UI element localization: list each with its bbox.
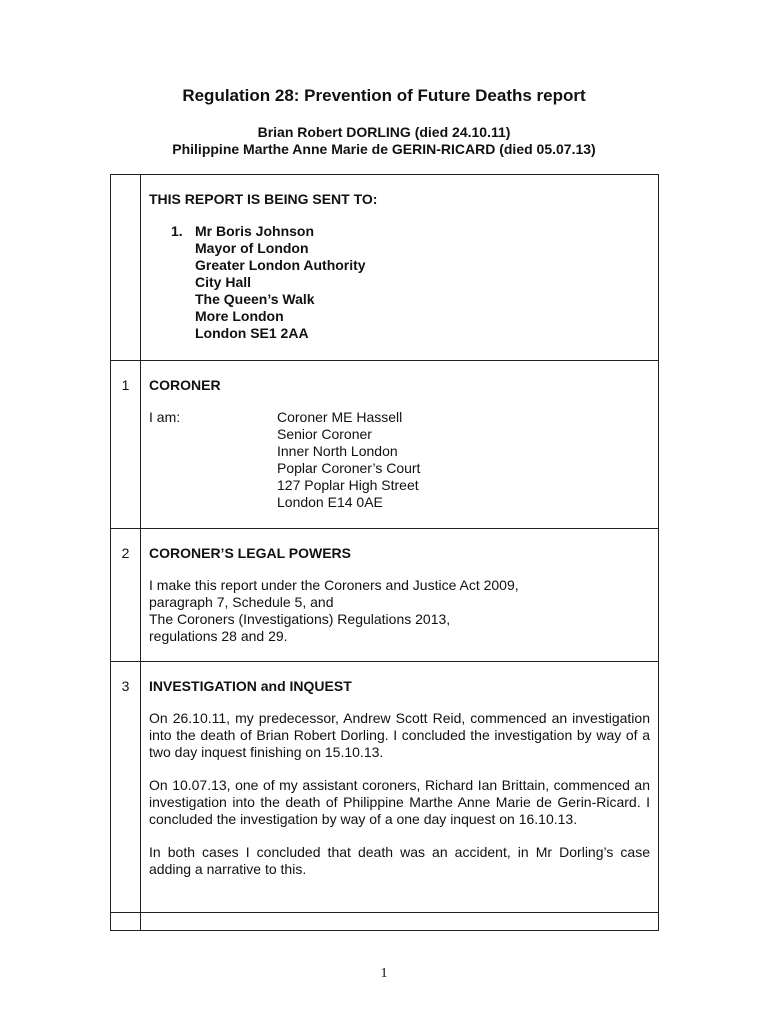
coroner-line: Coroner ME Hassell — [277, 409, 403, 425]
row-number-cell — [111, 361, 141, 529]
coroner-address — [277, 409, 420, 511]
row-number-cell — [111, 662, 141, 913]
empty-cell — [141, 913, 659, 931]
deceased-name-1: Brian Robert DORLING (died 24.10.11) — [257, 124, 511, 140]
row-number-cell — [111, 529, 141, 662]
section-number: 3 — [121, 678, 130, 694]
paragraph: In both cases I concluded that death was an accident, in Mr Dorling’s case adding a narrative to this. — [149, 844, 650, 877]
coroner-details — [149, 409, 650, 511]
paragraph: On 10.07.13, one of my assistant coroners, Richard Ian Brittain, commenced an investigation into the death of Philippine Marthe Anne Marie de Gerin-Ricard. I concluded the investigation by way of a one day inquest on 16.10.13. — [149, 777, 650, 827]
address-line: The Queen’s Walk — [195, 291, 315, 307]
sent-to-cell — [141, 175, 659, 361]
section-heading: CORONER’S LEGAL POWERS — [149, 545, 351, 561]
table-row — [111, 175, 659, 361]
row-number-cell — [111, 175, 141, 361]
legal-powers-text — [149, 577, 650, 645]
page-number: 1 — [380, 966, 388, 981]
paragraph: On 26.10.11, my predecessor, Andrew Scott Reid, commenced an investigation into the death of Brian Robert Dorling. I concluded the investigation by way of a two day inquest finishing on 15.10.13. — [149, 710, 650, 760]
report-table — [110, 174, 659, 931]
coroner-cell — [141, 361, 659, 529]
deceased-name-2: Philippine Marthe Anne Marie de GERIN-RICARD (died 05.07.13) — [172, 141, 596, 157]
address-line: Greater London Authority — [195, 257, 366, 273]
sent-to-heading: THIS REPORT IS BEING SENT TO: — [149, 191, 378, 207]
coroner-line: Inner North London — [277, 443, 398, 459]
recipient-address — [171, 223, 650, 342]
coroner-line: Poplar Coroner’s Court — [277, 460, 421, 476]
table-row — [111, 529, 659, 662]
address-line: London SE1 2AA — [195, 325, 309, 341]
page-title: Regulation 28: Prevention of Future Deaths report — [182, 86, 586, 105]
investigation-cell — [141, 662, 659, 913]
address-line: Mr Boris Johnson — [195, 223, 315, 239]
coroner-line: 127 Poplar High Street — [277, 477, 419, 493]
legal-powers-cell — [141, 529, 659, 662]
address-line: More London — [195, 308, 284, 324]
row-number-cell — [111, 913, 141, 931]
recipient-number: 1. — [171, 223, 183, 239]
address-line: City Hall — [195, 274, 252, 290]
coroner-line: London E14 0AE — [277, 494, 383, 510]
coroner-line: Senior Coroner — [277, 426, 372, 442]
section-heading: INVESTIGATION and INQUEST — [149, 678, 352, 694]
section-number: 1 — [121, 377, 130, 393]
text-line: The Coroners (Investigations) Regulations 2013, — [149, 611, 451, 627]
address-line: Mayor of London — [195, 240, 309, 256]
section-number: 2 — [121, 545, 130, 561]
text-line: I make this report under the Coroners and Justice Act 2009, — [149, 577, 519, 593]
table-row — [111, 913, 659, 931]
table-row — [111, 662, 659, 913]
text-line: regulations 28 and 29. — [149, 628, 288, 644]
text-line: paragraph 7, Schedule 5, and — [149, 594, 334, 610]
i-am-label: I am: — [149, 409, 181, 425]
table-row — [111, 361, 659, 529]
section-heading: CORONER — [149, 377, 221, 393]
